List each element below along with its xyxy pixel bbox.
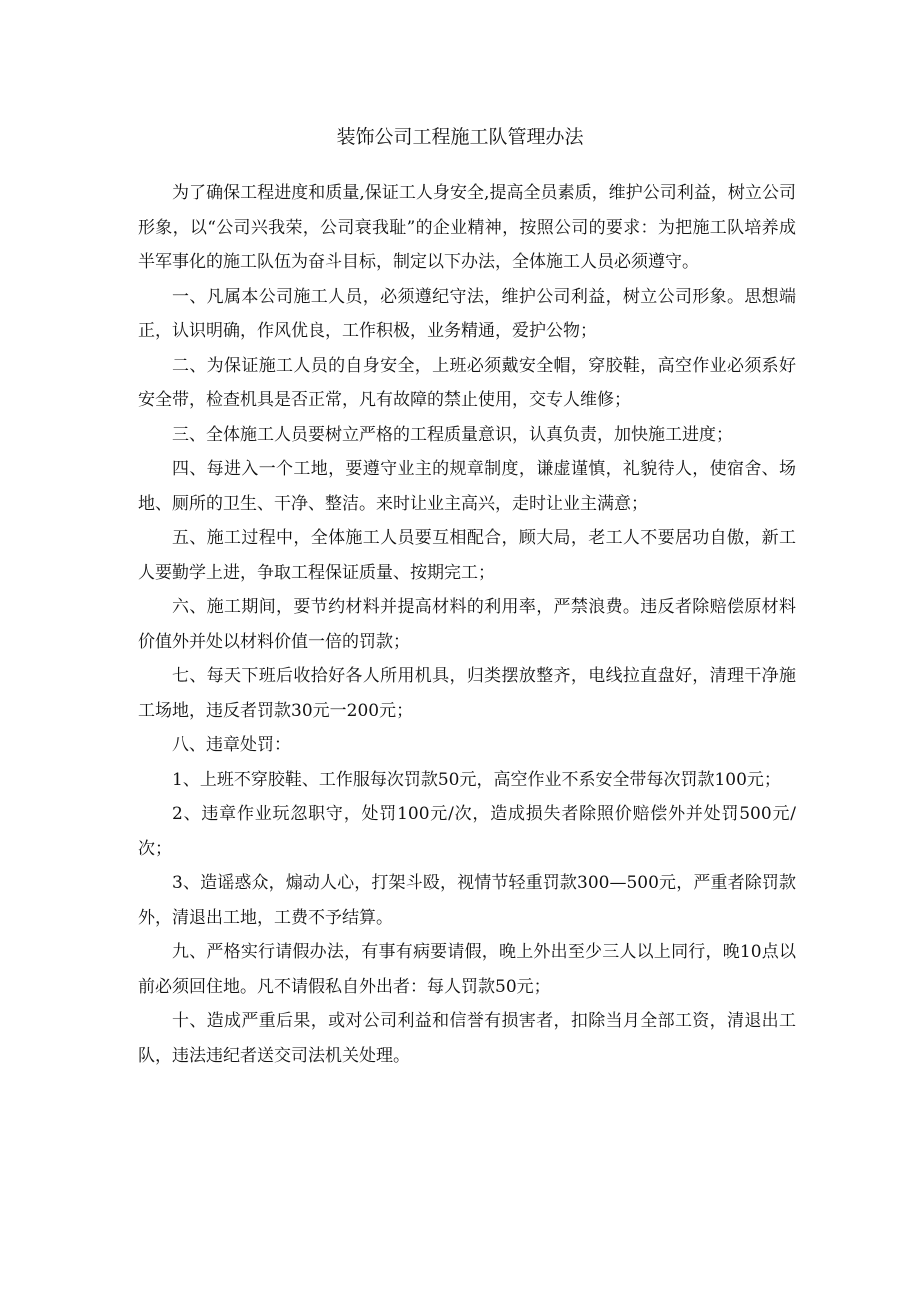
paragraph-rule-2: 二、为保证施工人员的自身安全，上班必须戴安全帽，穿胶鞋，高空作业必须系好安全带，检查机具是否正常，凡有故障的禁止使用，交专人维修；	[138, 355, 796, 410]
paragraph-rule-1: 一、凡属本公司施工人员，必须遵纪守法，维护公司利益，树立公司形象。思想端正，认识明确，作风优良，工作积极，业务精通，爱护公物；	[138, 286, 796, 341]
paragraph-rule-7: 七、每天下班后收拾好各人所用机具，归类摆放整齐，电线拉直盘好，清理干净施工场地，违反者罚款30元一200元；	[138, 666, 796, 721]
paragraph-penalty-2: 2、违章作业玩忽职守，处罚100元/次，造成损失者除照价赔偿外并处罚500元/次；	[138, 804, 796, 859]
document-title: 装饰公司工程施工队管理办法	[336, 126, 584, 148]
document-body	[138, 176, 796, 1073]
paragraph-penalty-3: 3、造谣惑众，煽动人心，打架斗殴，视情节轻重罚款300—500元，严重者除罚款外，清退出工地，工费不予结算。	[138, 873, 796, 928]
paragraph-penalty-1: 1、上班不穿胶鞋、工作服每次罚款50元，高空作业不系安全带每次罚款100元；	[172, 769, 781, 790]
paragraph-rule-10: 十、造成严重后果，或对公司利益和信誉有损害者，扣除当月全部工资，清退出工队，违法违纪者送交司法机关处理。	[138, 1011, 796, 1066]
paragraph-rule-6: 六、施工期间，要节约材料并提高材料的利用率，严禁浪费。违反者除赔偿原材料价值外并处以材料价值一倍的罚款；	[138, 597, 796, 652]
paragraph-rule-4: 四、每进入一个工地，要遵守业主的规章制度，谦虚谨慎，礼貌待人，使宿舍、场地、厕所的卫生、干净、整洁。来时让业主高兴，走时让业主满意；	[138, 459, 796, 514]
paragraph-intro: 为了确保工程进度和质量,保证工人身安全,提高全员素质，维护公司利益，树立公司形象，以“公司兴我荣，公司衰我耻”的企业精神，按照公司的要求：为把施工队培养成半军事化的施工队伍为奋斗目标，制定以下办法，全体施工人员必须遵守。	[138, 183, 796, 272]
paragraph-rule-3: 三、全体施工人员要树立严格的工程质量意识，认真负责，加快施工进度；	[172, 424, 733, 445]
paragraph-rule-8-heading: 八、违章处罚：	[172, 735, 291, 755]
paragraph-rule-5: 五、施工过程中，全体施工人员要互相配合，顾大局，老工人不要居功自傲，新工人要勤学上进，争取工程保证质量、按期完工；	[138, 528, 796, 583]
paragraph-rule-9: 九、严格实行请假办法，有事有病要请假，晚上外出至少三人以上同行，晚10点以前必须回住地。凡不请假私自外出者：每人罚款50元；	[138, 942, 796, 997]
